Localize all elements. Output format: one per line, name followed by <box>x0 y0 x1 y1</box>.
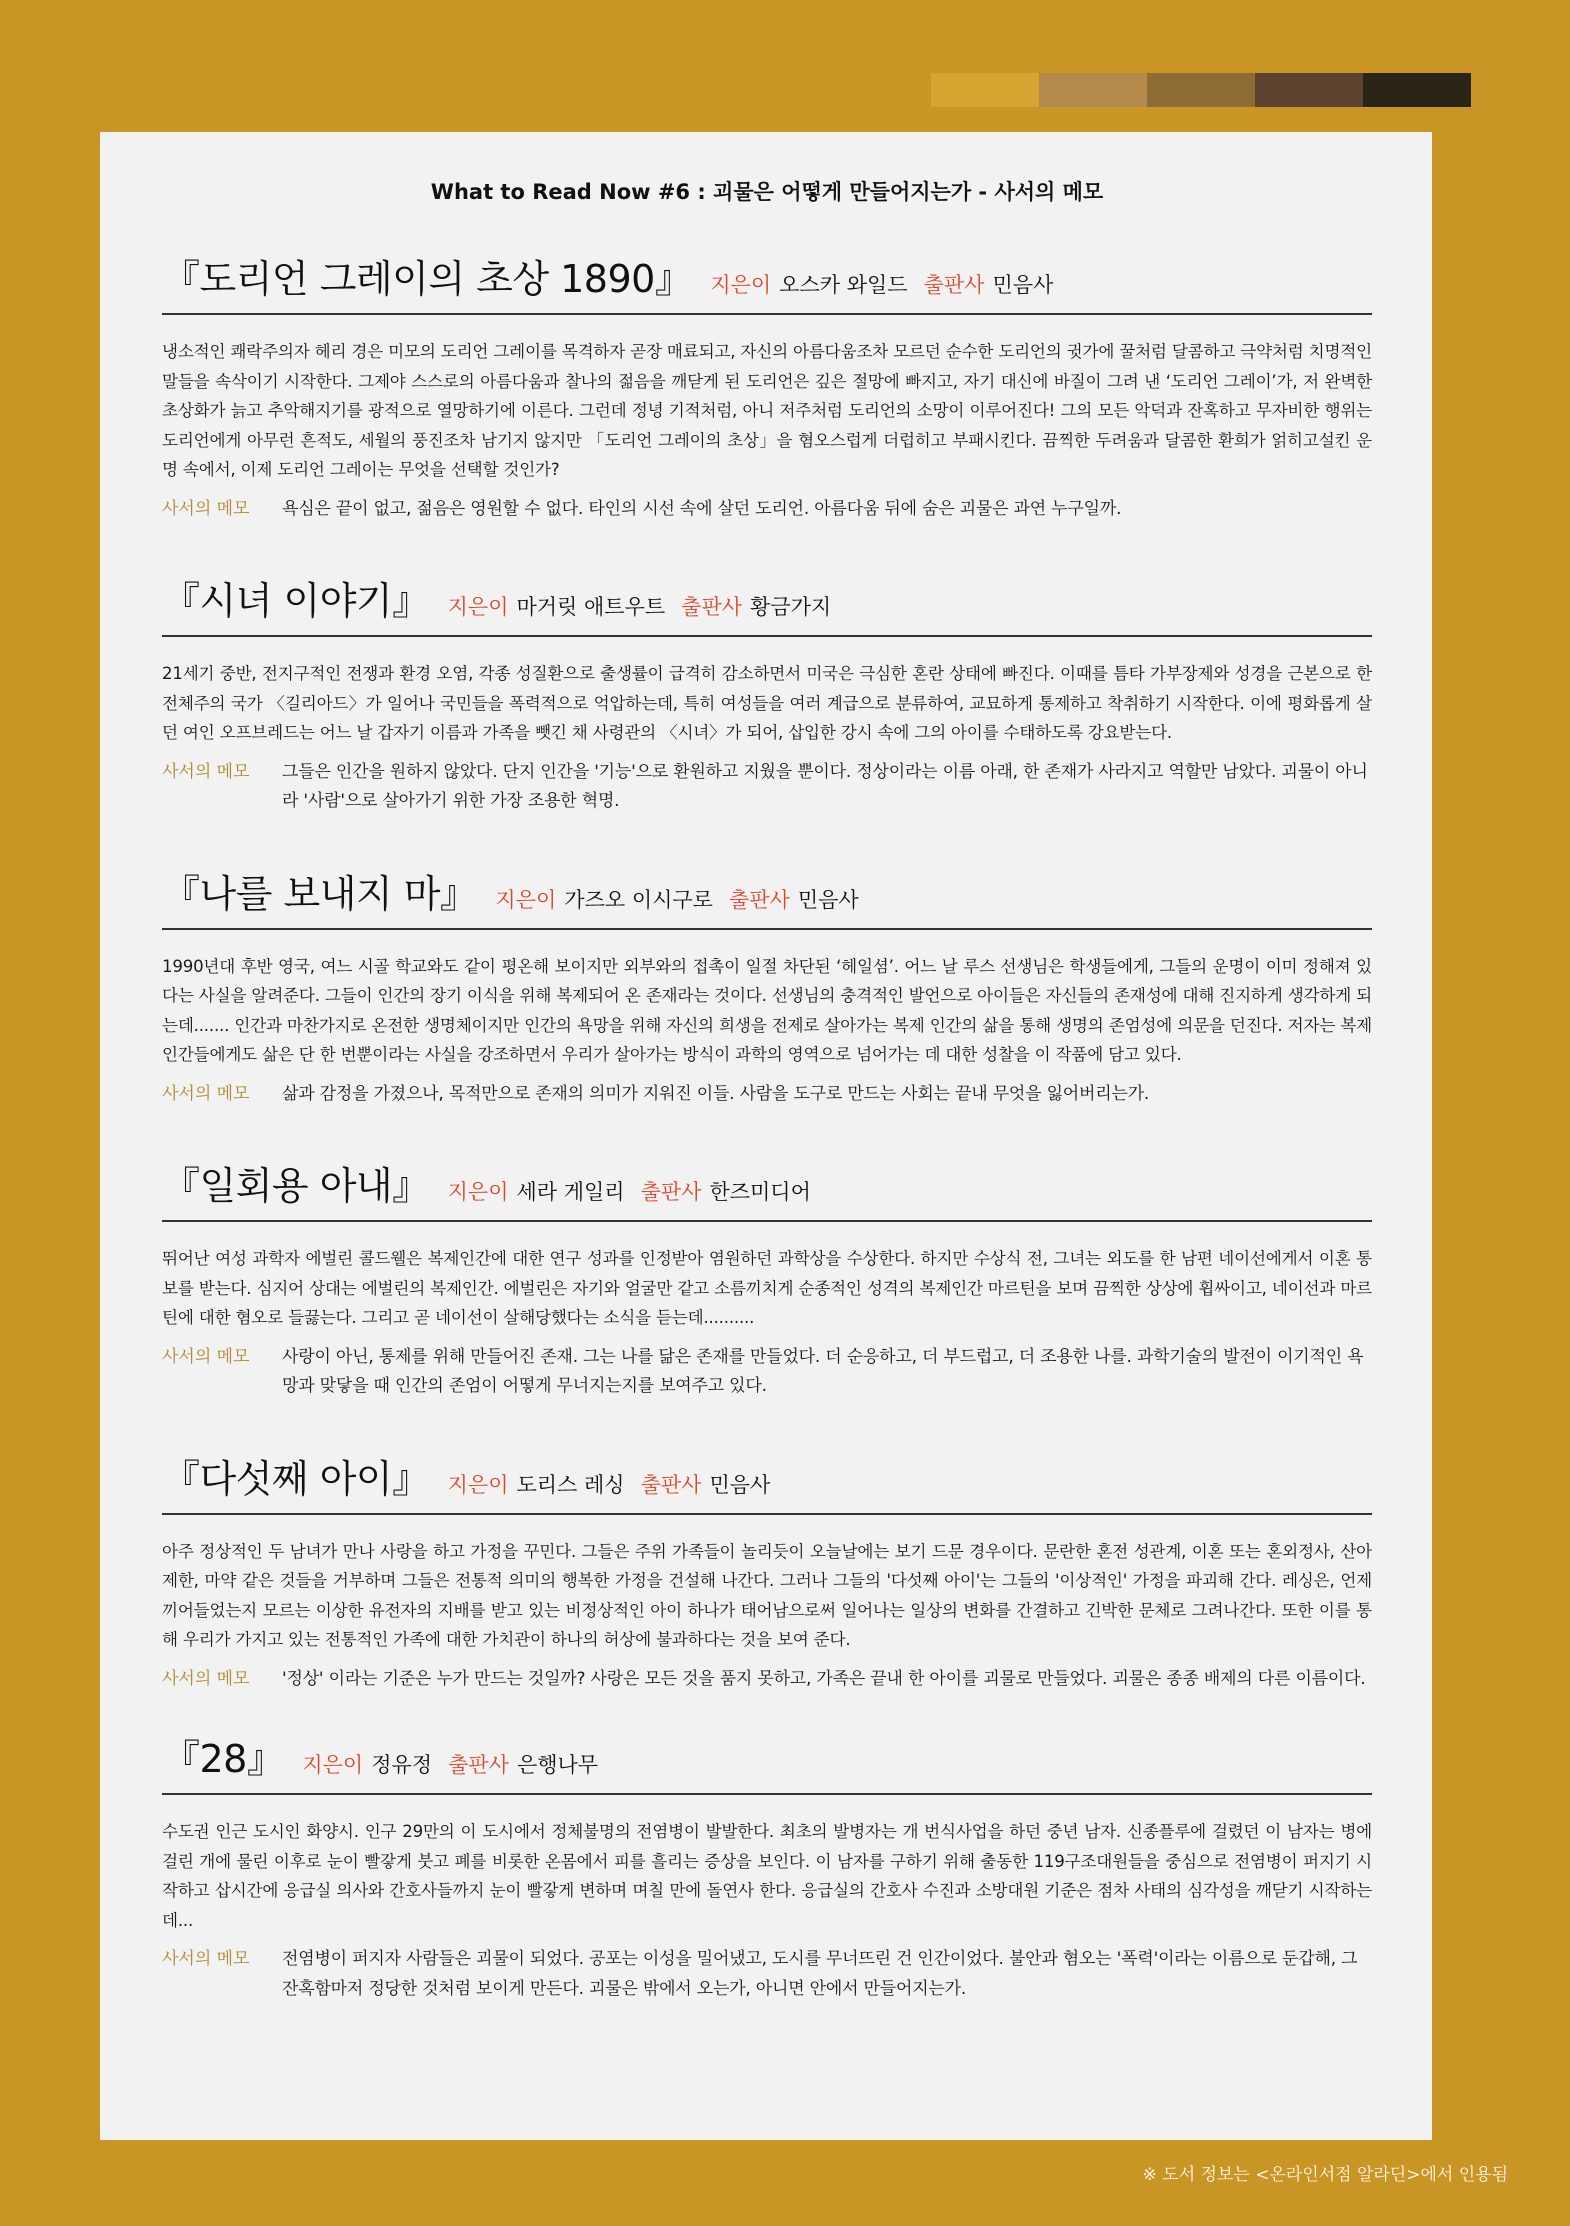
book-header <box>162 1728 1372 1795</box>
author-label: 지은이 <box>495 887 557 912</box>
page-title: What to Read Now #6 : 괴물은 어떻게 만들어지는가 - 사서의 메모 <box>430 180 1104 204</box>
author-name: 도리스 레싱 <box>516 1472 625 1497</box>
publisher-label: 출판사 <box>448 1753 509 1777</box>
book-header <box>162 863 1372 930</box>
palette-swatch <box>1147 73 1255 107</box>
color-palette <box>931 73 1471 107</box>
author-label: 지은이 <box>302 1753 364 1777</box>
librarian-memo <box>162 1945 1372 2004</box>
publisher-name: 민음사 <box>797 887 859 912</box>
librarian-memo <box>162 758 1372 817</box>
book-summary: 냉소적인 쾌락주의자 헤리 경은 미모의 도리언 그레이를 목격하자 곧장 매료되고, 자신의 아름다움조차 모르던 순수한 도리언의 귓가에 꿀처럼 달콤하고 극약처럼 치명적인 말들을 속삭이기 시작한다. 그제야 스스로의 아름다움과 찰나의 젊음을 깨닫게 된 도리언은 깊은 절망에 빠지고, 자기 대신에 바질이 그려 낸 ‘도리언 그레이’가, 저 완벽한 초상화가 늙고 추악해지기를 광적으로 열망하기에 이른다. 그런데 정녕 기적처럼, 아니 저주처럼 도리언의 소망이 이루어진다! 그의 모든 악덕과 잔혹하고 무자비한 행위는 도리언에게 아무런 흔적도, 세월의 풍진조차 남기지 않지만 「도리언 그레이의 초상」을 혐오스럽게 더럽히고 부패시킨다. 끔찍한 두려움과 달콤한 환희가 얽히고설킨 운명 속에서, 이제 도리언 그레이는 무엇을 선택할 것인가? <box>162 342 1372 479</box>
book-entry <box>162 570 1372 817</box>
book-entry <box>162 1728 1372 2004</box>
source-note: ※ 도서 정보는 <온라인서점 알라딘>에서 인용됨 <box>1142 2165 1508 2185</box>
publisher-label: 출판사 <box>728 887 790 912</box>
publisher-name: 은행나무 <box>516 1753 599 1777</box>
palette-swatch <box>1255 73 1363 107</box>
librarian-memo <box>162 495 1372 525</box>
publisher-label: 출판사 <box>923 273 985 297</box>
book-summary: 수도권 인근 도시인 화양시. 인구 29만의 이 도시에서 정체불명의 전염병이 발발한다. 최초의 발병자는 개 번식사업을 하던 중년 남자. 신종플루에 걸렸던 이 남자는 병에 걸린 개에 물린 이후로 눈이 빨갛게 붓고 폐를 비롯한 온몸에서 피를 흘리는 증상을 보인다. 이 남자를 구하기 위해 출동한 119구조대원들을 중심으로 전염병이 퍼지기 시작하고 삽시간에 응급실 의사와 간호사들까지 눈이 빨갛게 변하며 며칠 만에 돌연사 한다. 응급실의 간호사 수진과 소방대원 기준은 점차 사태의 심각성을 깨닫기 시작하는데... <box>162 1822 1372 1930</box>
book-title: 『28』 <box>162 1737 285 1781</box>
memo-label: 사서의 메모 <box>162 1346 250 1367</box>
book-entry <box>162 248 1372 524</box>
memo-label: 사서의 메모 <box>162 1668 250 1689</box>
author-label: 지은이 <box>447 595 509 619</box>
palette-swatch <box>931 73 1039 107</box>
memo-text: 전염병이 퍼지자 사람들은 괴물이 되었다. 공포는 이성을 밀어냈고, 도시를 무너뜨린 건 인간이었다. 불안과 혐오는 '폭력'이라는 이름으로 둔갑해, 그 잔혹함마저 정당한 것처럼 보이게 만든다. 괴물은 밖에서 오는가, 아니면 안에서 만들어지는가. <box>282 1949 1358 1999</box>
book-entry <box>162 1448 1372 1695</box>
publisher-name: 한즈미디어 <box>709 1180 811 1204</box>
book-title: 『일회용 아내』 <box>162 1164 430 1208</box>
publisher-name: 민음사 <box>992 273 1054 297</box>
book-summary: 21세기 중반, 전지구적인 전쟁과 환경 오염, 각종 성질환으로 출생률이 급격히 감소하면서 미국은 극심한 혼란 상태에 빠진다. 이때를 틈타 가부장제와 성경을 근본으로 한 전체주의 국가 〈길리아드〉가 일어나 국민들을 폭력적으로 억압하는데, 특히 여성들을 여러 계급으로 분류하여, 교묘하게 통제하고 착취하기 시작한다. 이에 평화롭게 살던 여인 오프브레드는 어느 날 갑자기 이름과 가족을 뺏긴 채 사령관의 〈시녀〉가 되어, 삽입한 강시 속에 그의 아이를 수태하도록 강요받는다. <box>162 664 1372 742</box>
librarian-memo <box>162 1665 1372 1695</box>
memo-label: 사서의 메모 <box>162 498 250 519</box>
memo-text: 삶과 감정을 가졌으나, 목적만으로 존재의 의미가 지워진 이들. 사람을 도구로 만드는 사회는 끝내 무엇을 잃어버리는가. <box>282 1083 1150 1104</box>
author-name: 정유정 <box>371 1753 433 1777</box>
palette-swatch <box>1039 73 1147 107</box>
book-header <box>162 1448 1372 1515</box>
memo-text: '정상' 이라는 기준은 누가 만드는 것일까? 사랑은 모든 것을 품지 못하고, 가족은 끝내 한 아이를 괴물로 만들었다. 괴물은 종종 배제의 다른 이름이다. <box>282 1668 1366 1689</box>
librarian-memo <box>162 1080 1372 1110</box>
book-entry <box>162 1155 1372 1402</box>
publisher-label: 출판사 <box>640 1472 702 1497</box>
book-summary: 아주 정상적인 두 남녀가 만나 사랑을 하고 가정을 꾸민다. 그들은 주위 가족들이 놀리듯이 오늘날에는 보기 드문 경우이다. 문란한 혼전 성관계, 이혼 또는 혼외정사, 산아 제한, 마약 같은 것들을 거부하며 그들은 전통적 의미의 행복한 가정을 건설해 나간다. 그러나 그들의 '다섯째 아이'는 그들의 '이상적인' 가정을 파괴해 간다. 레싱은, 언제 끼어들었는지 모르는 이상한 유전자의 지배를 받고 있는 비정상적인 아이 하나가 태어남으로써 일어나는 일상의 변화를 간결하고 긴박한 문체로 그려나간다. 또한 이를 통해 우리가 가지고 있는 전통적인 가족에 대한 가치관이 하나의 허상에 불과하다는 것을 보여 준다. <box>162 1541 1372 1649</box>
reading-list-card <box>100 132 1432 2140</box>
publisher-name: 황금가지 <box>750 595 832 619</box>
palette-swatch <box>1363 73 1471 107</box>
author-name: 세라 게일리 <box>516 1180 625 1204</box>
book-title: 『다섯째 아이』 <box>162 1456 430 1501</box>
book-title: 『나를 보내지 마』 <box>162 871 478 916</box>
book-summary: 1990년대 후반 영국, 여느 시골 학교와도 같이 평온해 보이지만 외부와의 접촉이 일절 차단된 ‘헤일셤’. 어느 날 루스 선생님은 학생들에게, 그들의 운명이 이미 정해져 있다는 사실을 알려준다. 그들이 인간의 장기 이식을 위해 복제되어 온 존재라는 것이다. 선생님의 충격적인 발언으로 아이들은 자신들의 존재성에 대해 진지하게 생각하게 되는데....... 인간과 마찬가지로 온전한 생명체이지만 인간의 욕망을 위해 자신의 희생을 전제로 살아가는 복제 인간의 삶을 통해 생명의 존엄성에 의문을 던진다. 저자는 복제 인간들에게도 삶은 단 한 번뿐이라는 사실을 강조하면서 우리가 살아가는 방식이 과학의 영역으로 넘어가는 데 대한 성찰을 이 작품에 담고 있다. <box>162 956 1372 1064</box>
book-header <box>162 570 1372 637</box>
memo-text: 사랑이 아닌, 통제를 위해 만들어진 존재. 그는 나를 닮은 존재를 만들었다. 더 순응하고, 더 부드럽고, 더 조용한 나를. 과학기술의 발전이 이기적인 욕망과 맞닿을 때 인간의 존엄이 어떻게 무너지는지를 보여주고 있다. <box>282 1346 1364 1396</box>
author-label: 지은이 <box>447 1180 509 1204</box>
memo-label: 사서의 메모 <box>162 761 250 782</box>
author-label: 지은이 <box>710 273 772 297</box>
publisher-name: 민음사 <box>709 1472 771 1497</box>
librarian-memo <box>162 1343 1372 1402</box>
author-name: 가즈오 이시구로 <box>564 887 713 912</box>
publisher-label: 출판사 <box>640 1180 702 1204</box>
memo-text: 그들은 인간을 원하지 않았다. 단지 인간을 '기능'으로 환원하고 지웠을 뿐이다. 정상이라는 이름 아래, 한 존재가 사라지고 역할만 남았다. 괴물이 아니라 '사람'으로 살아가기 위한 가장 조용한 혁명. <box>282 761 1368 811</box>
author-name: 오스카 와일드 <box>779 273 908 297</box>
book-entry <box>162 863 1372 1110</box>
book-summary: 뛰어난 여성 과학자 에벌린 콜드웰은 복제인간에 대한 연구 성과를 인정받아 염원하던 과학상을 수상한다. 하지만 수상식 전, 그녀는 외도를 한 남편 네이선에게서 이혼 통보를 받는다. 심지어 상대는 에벌린의 복제인간. 에벌린은 자기와 얼굴만 같고 소름끼치게 순종적인 성격의 복제인간 마르틴을 보며 끔찍한 상상에 휩싸이고, 네이선과 마르틴에 대한 혐오로 들끓는다. 그리고 곧 네이선이 살해당했다는 소식을 듣는데.......... <box>162 1249 1372 1327</box>
memo-label: 사서의 메모 <box>162 1949 250 1969</box>
memo-label: 사서의 메모 <box>162 1083 250 1104</box>
author-name: 마거릿 애트우트 <box>516 595 666 619</box>
book-header <box>162 248 1372 315</box>
book-header <box>162 1155 1372 1222</box>
memo-text: 욕심은 끝이 없고, 젊음은 영원할 수 없다. 타인의 시선 속에 살던 도리언. 아름다움 뒤에 숨은 괴물은 과연 누구일까. <box>282 498 1122 519</box>
publisher-label: 출판사 <box>681 595 743 619</box>
book-title: 『도리언 그레이의 초상 1890』 <box>162 257 693 301</box>
book-title: 『시녀 이야기』 <box>162 579 430 623</box>
author-label: 지은이 <box>447 1472 509 1497</box>
